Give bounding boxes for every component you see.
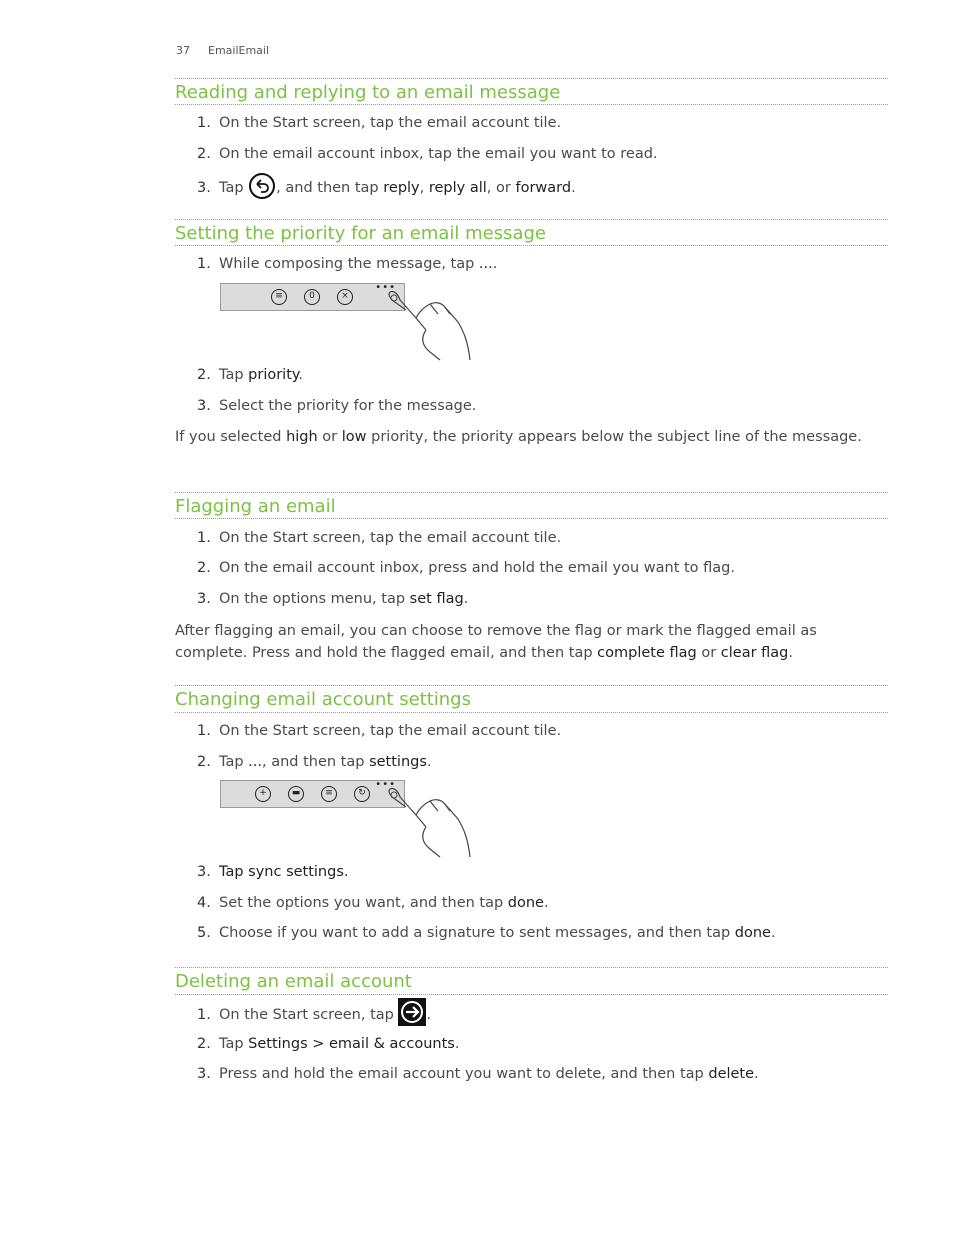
list-item: 1. On the Start screen, tap the email account tile. (197, 530, 562, 546)
list-item: 3. Press and hold the email account you want to delete, and then tap delete. (197, 1066, 759, 1082)
list-item: 3. On the options menu, tap set flag. (197, 591, 469, 607)
arrow-right-icon (398, 998, 426, 1026)
inbox-toolbar (220, 780, 405, 808)
add-icon: + (255, 786, 271, 802)
section-divider (175, 104, 888, 105)
section-name: EmailEmail (208, 44, 270, 57)
list-item: 1. On the Start screen, tap the email account tile. (197, 115, 562, 131)
section-title: Deleting an email account (175, 971, 412, 992)
section-divider (175, 994, 888, 995)
sync-icon: ↻ (354, 786, 370, 802)
list-item: 1. On the Start screen, tap . (197, 1004, 431, 1026)
section-divider (175, 78, 888, 79)
attach-icon: 0 (304, 289, 320, 305)
send-icon: ≡ (271, 289, 287, 305)
list-item: 2. On the email account inbox, press and hold the email you want to flag. (197, 560, 735, 576)
list-item: 1. While composing the message, tap .... (197, 256, 498, 272)
hand-tap-icon (386, 288, 476, 363)
list-item: 1. On the Start screen, tap the email account tile. (197, 723, 562, 739)
compose-toolbar (220, 283, 405, 311)
list-item: 3. Tap , and then tap reply, reply all, or forward. (197, 176, 576, 200)
section-divider (175, 245, 888, 246)
hand-tap-icon (386, 785, 476, 860)
note-paragraph: If you selected high or low priority, the priority appears below the subject line of the message. (175, 429, 862, 445)
section-divider (175, 518, 888, 519)
delete-icon: × (337, 289, 353, 305)
list-item: 2. On the email account inbox, tap the email you want to read. (197, 146, 658, 162)
note-paragraph: After flagging an email, you can choose to remove the flag or mark the flagged email as complete. Press and hold the flagged email, and then tap complete flag or clear flag. (175, 623, 817, 661)
list-item: 4. Set the options you want, and then tap done. (197, 895, 549, 911)
section-divider (175, 967, 888, 968)
list-item: 5. Choose if you want to add a signature to sent messages, and then tap done. (197, 925, 776, 941)
page-number: 37 (176, 44, 190, 57)
more-icon: ••• (375, 282, 396, 293)
list-item: 3. Select the priority for the message. (197, 398, 477, 414)
list-item: 2. Tap priority. (197, 367, 304, 383)
section-divider (175, 685, 888, 686)
section-title: Setting the priority for an email message (175, 223, 546, 244)
reply-icon (248, 172, 276, 200)
page-header (176, 44, 287, 57)
more-icon: ••• (375, 779, 396, 790)
section-divider (175, 712, 888, 713)
select-icon: ≡ (321, 786, 337, 802)
folder-icon: ▬ (288, 786, 304, 802)
section-divider (175, 492, 888, 493)
section-title: Reading and replying to an email message (175, 82, 561, 103)
list-item: 2. Tap Settings > email & accounts. (197, 1036, 460, 1052)
section-divider (175, 219, 888, 220)
section-title: Flagging an email (175, 496, 336, 517)
section-title: Changing email account settings (175, 689, 471, 710)
list-item: 2. Tap ..., and then tap settings. (197, 754, 432, 770)
list-item: 3. Tap sync settings. (197, 864, 349, 880)
